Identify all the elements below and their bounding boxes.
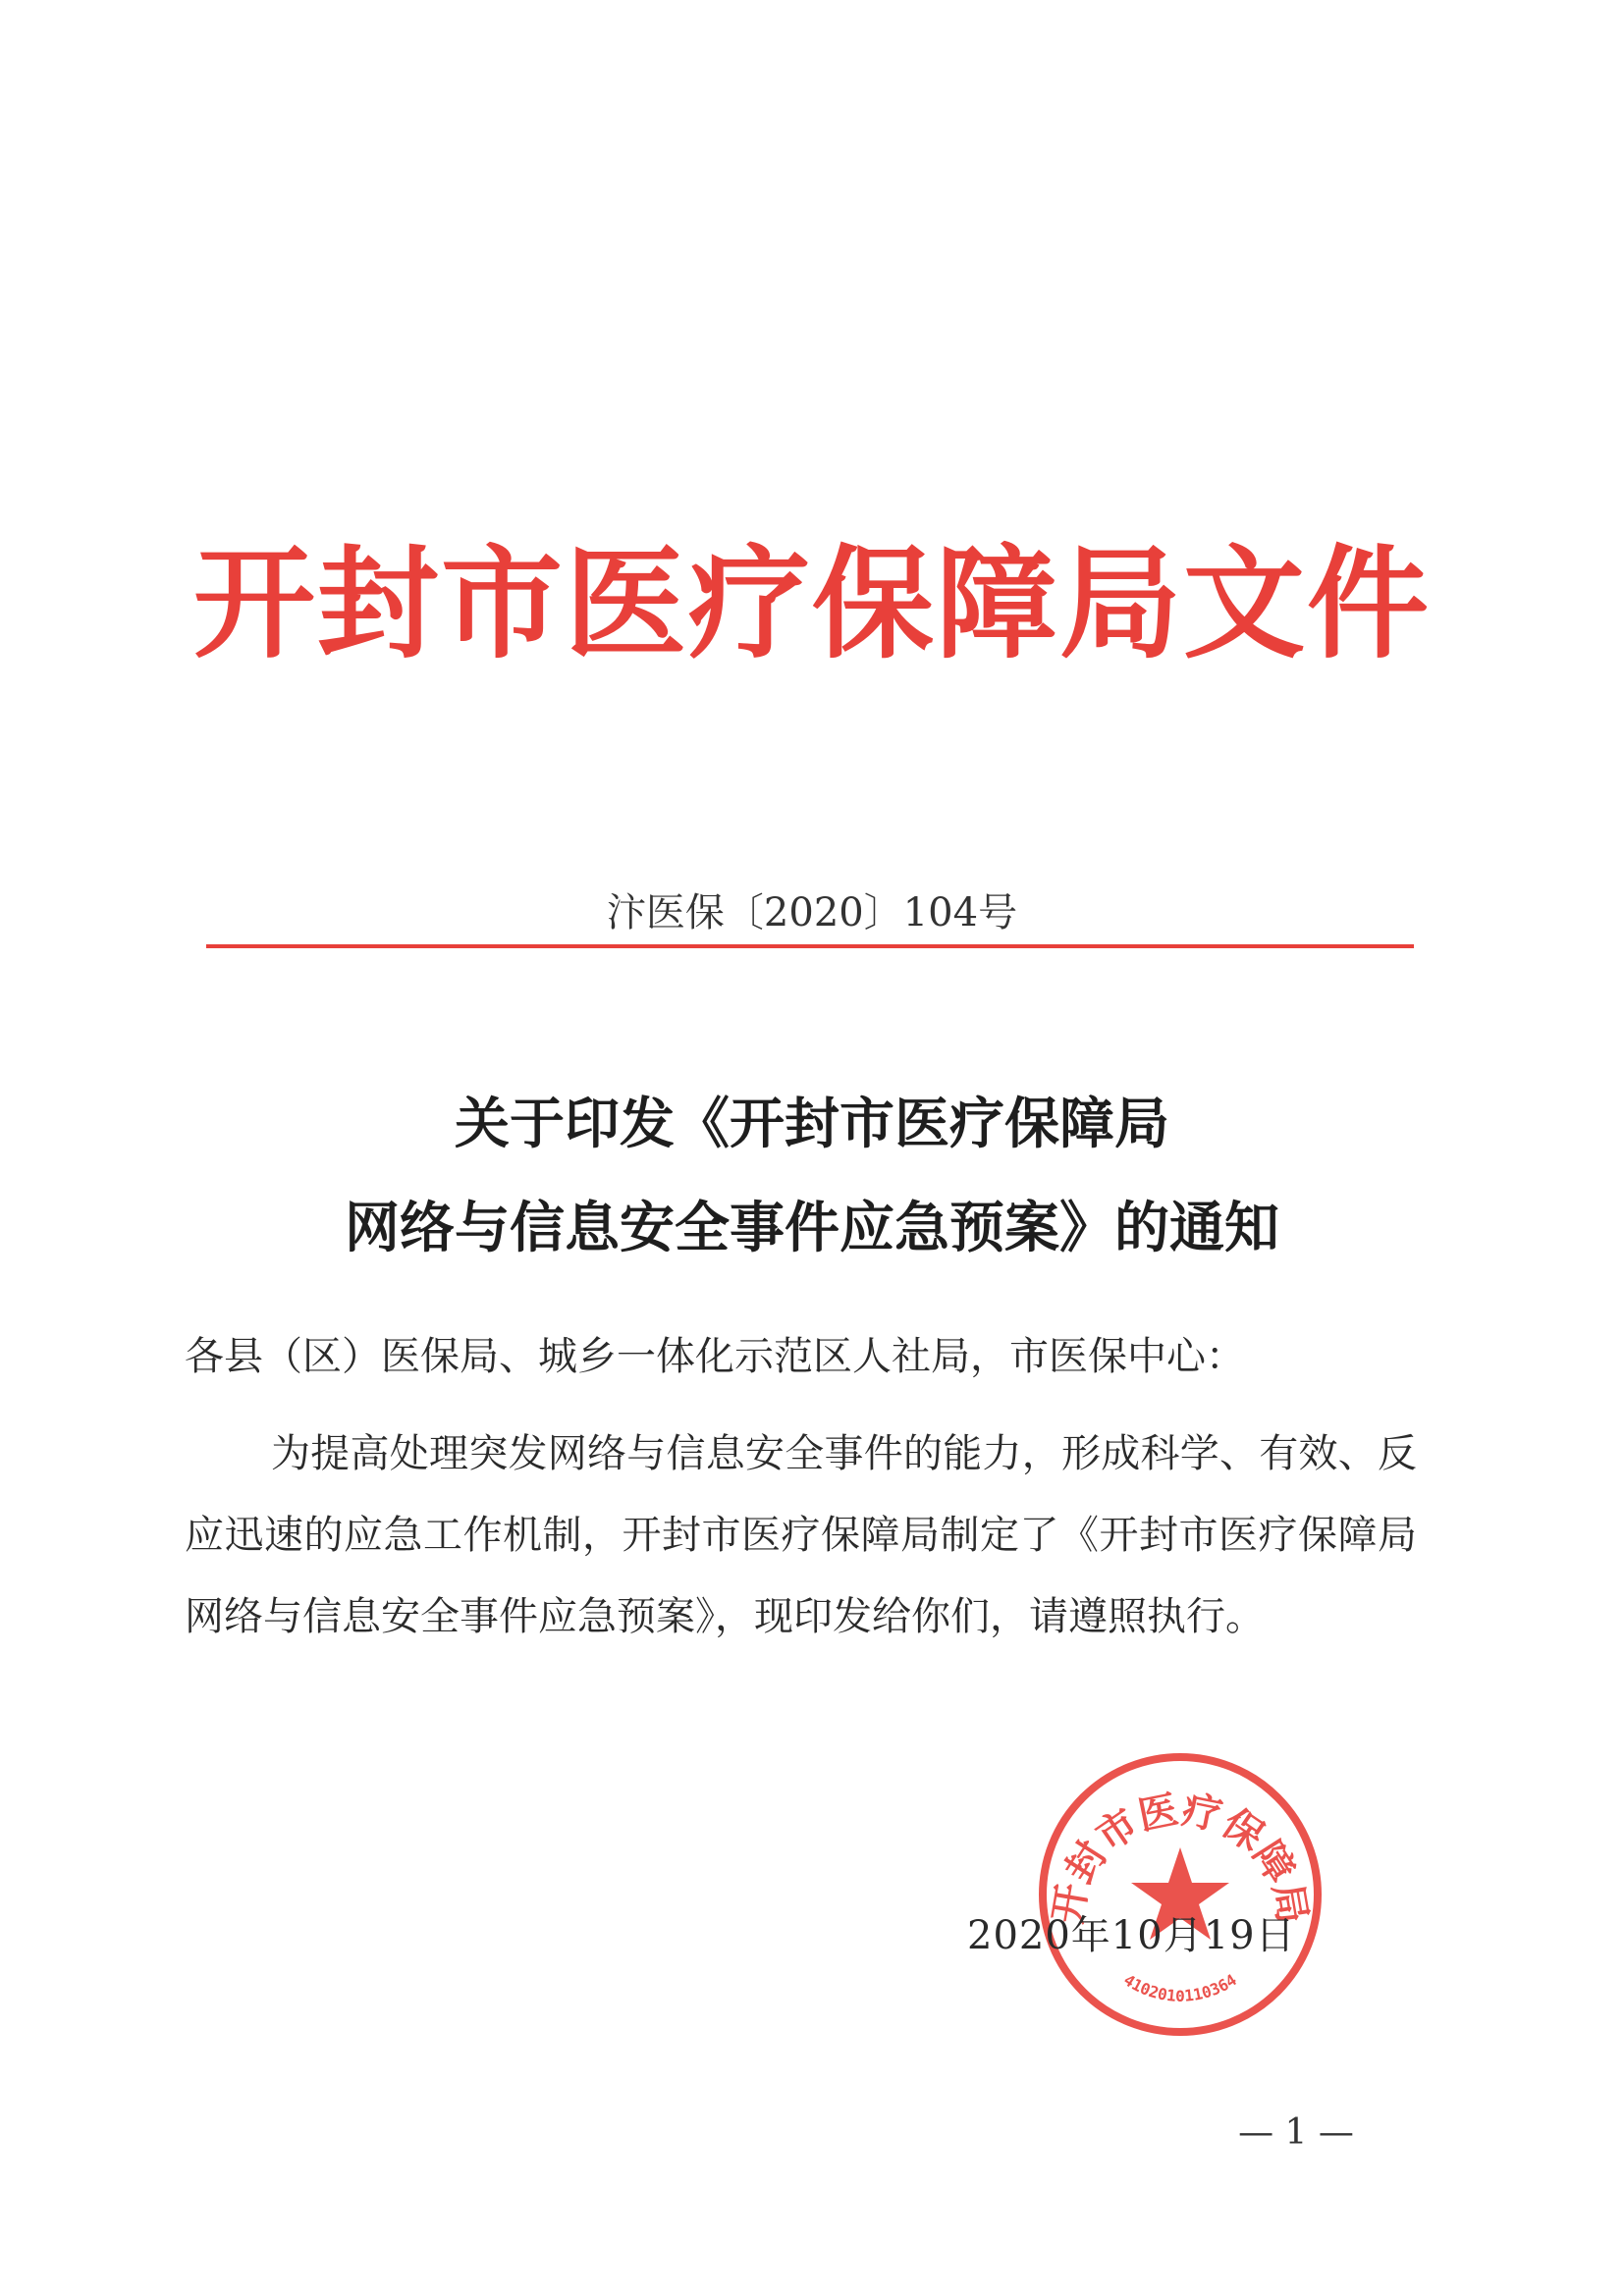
title-line-1: 关于印发《开封市医疗保障局 — [455, 1092, 1169, 1156]
document-number: 汴医保〔2020〕104号 — [606, 890, 1018, 935]
issue-date: 2020年10月19日 — [967, 1913, 1296, 1958]
seal-code-text: 4102010110364 — [1120, 1970, 1240, 2005]
body-paragraph: 为提高处理突发网络与信息安全事件的能力，形成科学、有效、反应迅速的应急工作机制，开封市医疗保障局制定了《开封市医疗保障局网络与信息安全事件应急预案》，现印发给你们，请遵照执行。 — [185, 1431, 1417, 1639]
official-seal — [1031, 1745, 1329, 2044]
title-line-2: 网络与信息安全事件应急预案》的通知 — [345, 1196, 1279, 1260]
seal-org-text: 开封市医疗保障局 — [1045, 1787, 1316, 1927]
document-title — [0, 1072, 1624, 1280]
page-number: — 1 — — [1238, 2112, 1354, 2153]
header-title: 开封市医疗保障局文件 — [192, 534, 1431, 675]
salutation: 各县（区）医保局、城乡一体化示范区人社局，市医保中心： — [185, 1334, 1245, 1379]
red-divider-line — [206, 944, 1414, 948]
